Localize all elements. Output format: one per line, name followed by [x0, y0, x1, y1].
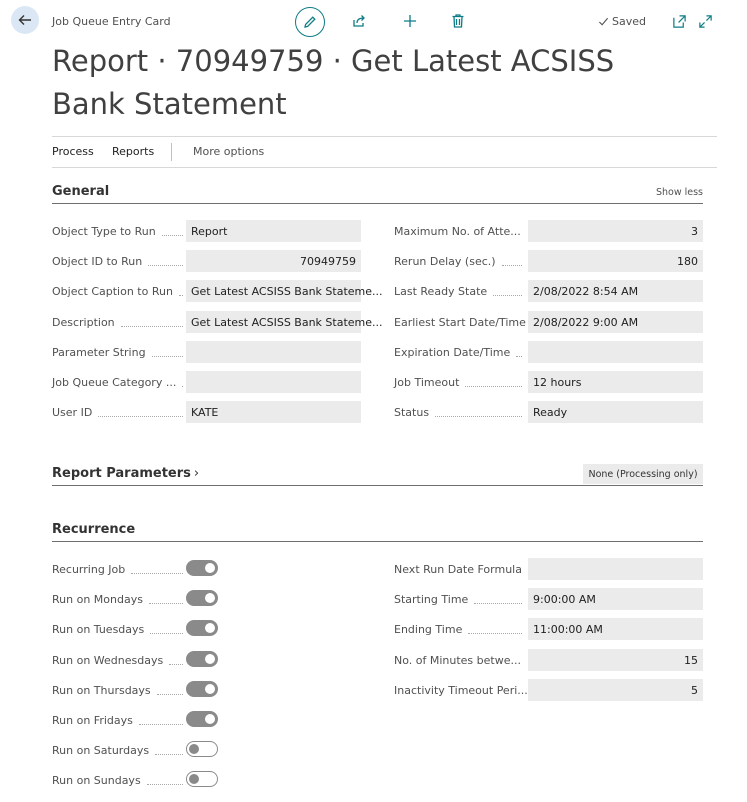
label-job-queue-category: Job Queue Category ...	[52, 376, 177, 389]
breadcrumb: Job Queue Entry Card	[52, 15, 171, 28]
field-object-id-to-run[interactable]: 70949759	[186, 250, 361, 272]
page-title: Report · 70949759 · Get Latest ACSISS Bank Statement	[52, 44, 615, 121]
label-job-timeout: Job Timeout	[394, 376, 460, 389]
field-parameter-string[interactable]	[186, 341, 361, 363]
label-last-ready-state: Last Ready State	[394, 285, 488, 299]
field-expiration-date-time[interactable]	[528, 341, 703, 363]
leader-dots	[502, 265, 522, 266]
toggle-run-on-saturdays[interactable]	[186, 741, 218, 757]
expand-icon	[698, 14, 713, 29]
label-object-caption-to-run: Object Caption to Run	[52, 285, 173, 299]
label-maximum-no-of-atte: Maximum No. of Atte...	[394, 225, 521, 238]
menu-process[interactable]: Process	[52, 145, 94, 158]
toggle-recurring-job[interactable]	[186, 560, 218, 576]
toggle-run-on-sundays[interactable]	[186, 771, 218, 787]
leader-dots	[179, 295, 183, 296]
general-section-title[interactable]: General	[52, 184, 110, 199]
label-status: Status	[394, 406, 430, 420]
leader-dots	[474, 603, 522, 604]
field-status[interactable]: Ready	[528, 401, 703, 423]
leader-dots	[152, 356, 183, 357]
leader-dots	[162, 235, 183, 236]
label-run-on-tuesdays: Run on Tuesdays	[52, 623, 145, 637]
open-new-window-icon	[672, 14, 687, 29]
leader-dots	[148, 265, 183, 266]
leader-dots	[149, 603, 183, 604]
label-object-type-to-run: Object Type to Run	[52, 225, 156, 238]
recurrence-section-title[interactable]: Recurrence	[52, 522, 136, 537]
back-arrow-icon	[17, 12, 33, 28]
field-earliest-start-date-time[interactable]: 2/08/2022 9:00 AM	[528, 311, 703, 333]
leader-dots	[98, 416, 183, 417]
show-less-link[interactable]: Show less	[655, 187, 703, 198]
field-object-caption-to-run[interactable]: Get Latest ACSISS Bank Stateme...	[186, 280, 361, 302]
field-ending-time[interactable]: 11:00:00 AM	[528, 618, 703, 640]
recurrence-section-header	[52, 522, 703, 542]
leader-dots	[131, 573, 183, 574]
toggle-run-on-tuesdays[interactable]	[186, 620, 218, 636]
chevron-right-icon: ›	[193, 466, 200, 481]
label-run-on-thursdays: Run on Thursdays	[52, 683, 151, 697]
label-inactivity-timeout-peri: Inactivity Timeout Peri...	[394, 683, 528, 697]
leader-dots	[147, 784, 183, 785]
leader-dots	[493, 295, 522, 296]
new-button[interactable]	[400, 9, 420, 33]
toggle-run-on-thursdays[interactable]	[186, 681, 218, 697]
leader-dots	[182, 386, 183, 387]
label-starting-time: Starting Time	[394, 593, 469, 607]
pencil-icon	[302, 14, 318, 30]
saved-status	[598, 15, 646, 28]
toggle-run-on-fridays[interactable]	[186, 711, 218, 727]
leader-dots	[465, 386, 522, 387]
menu-more-options[interactable]: More options	[193, 145, 265, 158]
trash-icon	[450, 13, 466, 29]
label-run-on-mondays: Run on Mondays	[52, 593, 143, 607]
field-maximum-no-of-atte[interactable]: 3	[528, 220, 703, 242]
label-description: Description	[52, 315, 115, 329]
menu-separator	[171, 143, 172, 161]
field-next-run-date-formula[interactable]	[528, 558, 703, 580]
label-ending-time: Ending Time	[394, 623, 463, 637]
plus-icon	[402, 13, 418, 29]
field-inactivity-timeout-peri[interactable]: 5	[528, 679, 703, 701]
label-run-on-wednesdays: Run on Wednesdays	[52, 653, 164, 667]
general-section-header	[52, 184, 703, 204]
leader-dots	[139, 724, 183, 725]
leader-dots	[435, 416, 522, 417]
label-run-on-fridays: Run on Fridays	[52, 714, 133, 727]
field-user-id[interactable]: KATE	[186, 401, 361, 423]
label-earliest-start-date-time: Earliest Start Date/Time	[394, 315, 526, 329]
field-job-queue-category[interactable]	[186, 371, 361, 393]
check-icon	[598, 16, 609, 27]
label-recurring-job: Recurring Job	[52, 563, 126, 576]
leader-dots	[121, 326, 183, 327]
label-rerun-delay-sec: Rerun Delay (sec.)	[394, 255, 496, 269]
field-description[interactable]: Get Latest ACSISS Bank Stateme...	[186, 311, 361, 333]
label-object-id-to-run: Object ID to Run	[52, 255, 143, 269]
label-parameter-string: Parameter String	[52, 345, 146, 359]
toggle-run-on-mondays[interactable]	[186, 590, 218, 606]
label-expiration-date-time: Expiration Date/Time	[394, 345, 511, 359]
share-button[interactable]	[349, 9, 369, 33]
edit-button[interactable]	[295, 7, 325, 37]
report-parameters-title[interactable]	[52, 466, 199, 481]
field-object-type-to-run[interactable]: Report	[186, 220, 361, 242]
back-button[interactable]	[11, 6, 39, 34]
field-rerun-delay-sec[interactable]: 180	[528, 250, 703, 272]
label-run-on-saturdays: Run on Saturdays	[52, 744, 150, 758]
leader-dots	[155, 754, 183, 755]
leader-dots	[157, 694, 183, 695]
share-icon	[351, 13, 367, 29]
leader-dots	[468, 633, 522, 634]
label-user-id: User ID	[52, 406, 93, 420]
leader-dots	[516, 356, 522, 357]
saved-label: Saved	[612, 15, 646, 28]
action-bar	[52, 136, 717, 168]
menu-reports[interactable]: Reports	[112, 145, 155, 158]
field-last-ready-state[interactable]: 2/08/2022 8:54 AM	[528, 280, 703, 302]
field-job-timeout[interactable]: 12 hours	[528, 371, 703, 393]
label-next-run-date-formula: Next Run Date Formula	[394, 563, 522, 576]
open-new-window-button[interactable]	[669, 9, 689, 33]
label-no-of-minutes-betwe: No. of Minutes betwe...	[394, 653, 521, 667]
toggle-run-on-wednesdays[interactable]	[186, 651, 218, 667]
field-no-of-minutes-betwe[interactable]: 15	[528, 649, 703, 671]
leader-dots	[169, 664, 183, 665]
report-parameters-label: Report Parameters	[52, 466, 191, 481]
expand-button[interactable]	[695, 9, 715, 33]
leader-dots	[150, 633, 183, 634]
field-starting-time[interactable]: 9:00:00 AM	[528, 588, 703, 610]
delete-button[interactable]	[448, 9, 468, 33]
label-run-on-sundays: Run on Sundays	[52, 774, 141, 788]
report-parameters-value[interactable]: None (Processing only)	[583, 464, 703, 484]
